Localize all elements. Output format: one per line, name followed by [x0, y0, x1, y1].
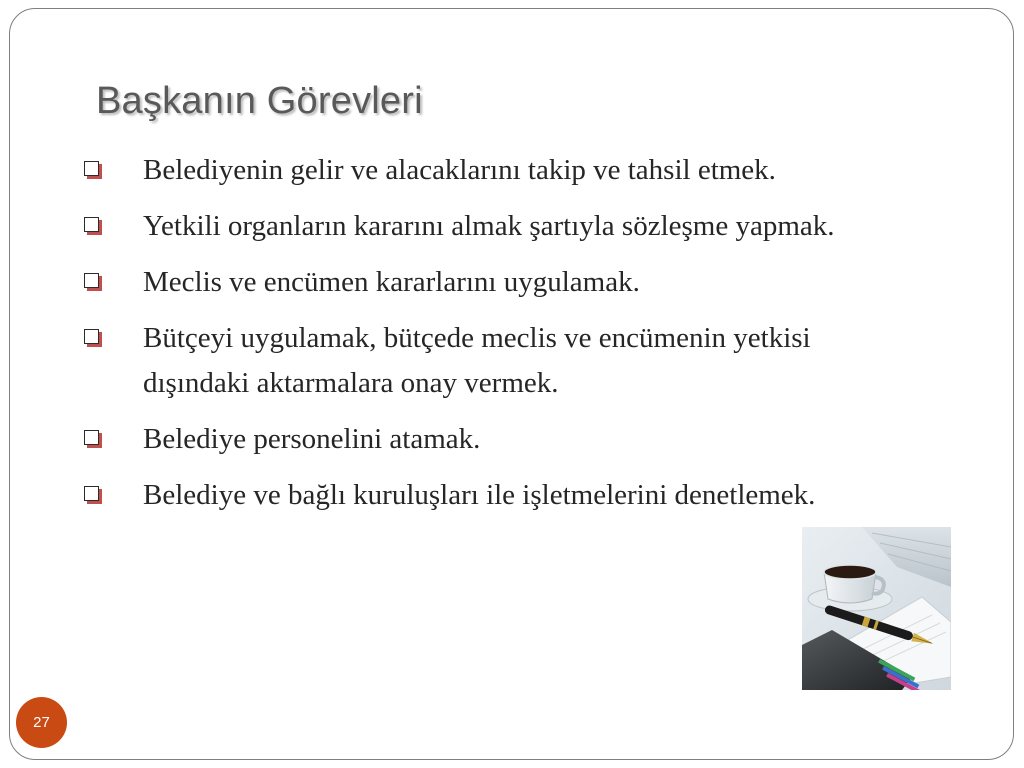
bullet-text: Belediyenin gelir ve alacaklarını takip ve tahsil etmek. [143, 154, 776, 186]
list-item [84, 316, 884, 406]
square-bullet-icon [84, 217, 99, 232]
square-bullet-icon [84, 161, 99, 176]
list-item [84, 473, 884, 518]
bullet-text: Yetkili organların kararını almak şartıyla sözleşme yapmak. [143, 210, 835, 242]
coffee-pen-photo [802, 527, 951, 690]
list-item [84, 260, 884, 305]
bullet-text: Belediye personelini atamak. [143, 423, 481, 455]
square-bullet-icon [84, 273, 99, 288]
bullet-text: Bütçeyi uygulamak, bütçede meclis ve encümenin yetkisi dışındaki aktarmalara onay vermek. [143, 322, 811, 399]
list-item [84, 204, 884, 249]
square-bullet-icon [84, 486, 99, 501]
list-item [84, 148, 884, 193]
bullet-text: Meclis ve encümen kararlarını uygulamak. [143, 266, 640, 298]
page-number-badge: 27 [16, 697, 67, 748]
bullet-list [84, 148, 884, 529]
square-bullet-icon [84, 430, 99, 445]
list-item [84, 417, 884, 462]
square-bullet-icon [84, 329, 99, 344]
slide-title: Başkanın Görevleri [96, 80, 423, 122]
bullet-text: Belediye ve bağlı kuruluşları ile işletmelerini denetlemek. [143, 479, 816, 511]
